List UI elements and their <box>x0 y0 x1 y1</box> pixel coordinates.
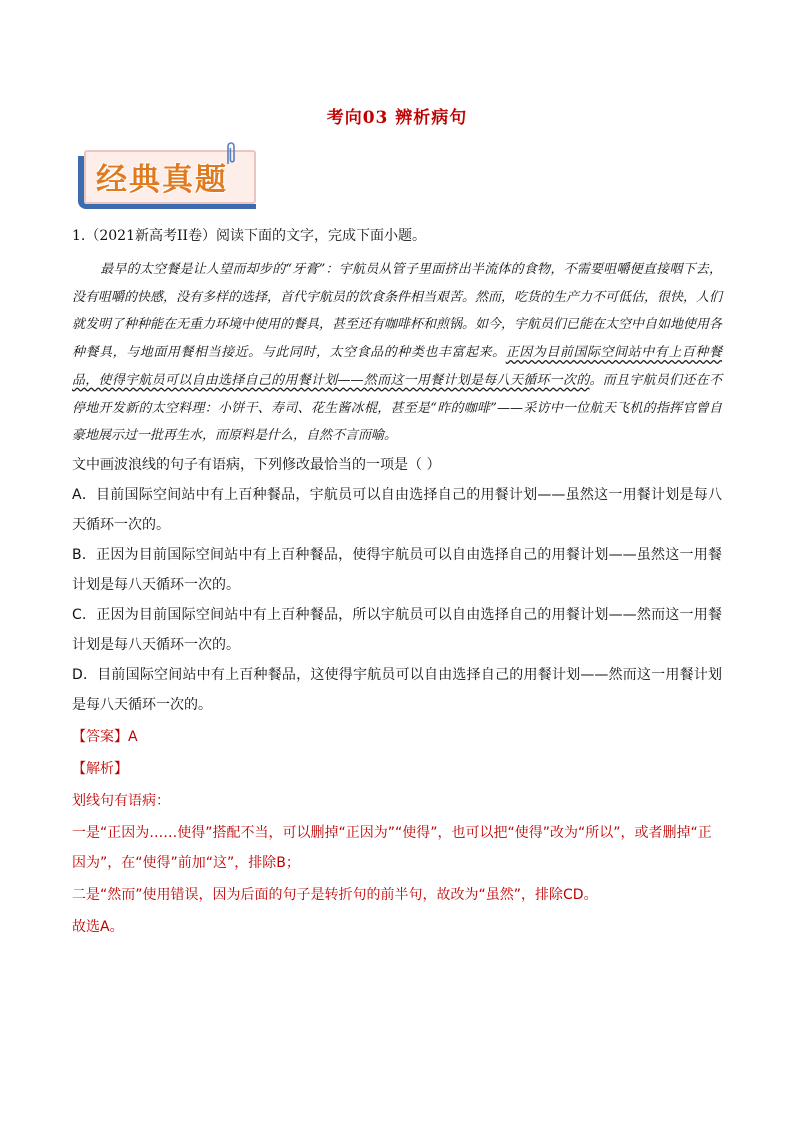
wavy-underlined-sentence: 正因为目前国际空间站中有上百种餐品，使得宇航员可以自由选择自己的用餐计划——然而这一用餐计划是每八天循环一次的 <box>72 345 722 388</box>
option-a: A．目前国际空间站中有上百种餐品，宇航员可以自由选择自己的用餐计划——虽然这一用餐计划是每八天循环一次的。 <box>72 486 722 533</box>
answer-line <box>72 722 722 752</box>
passage-text: 最早的太空餐是让人望而却步的“牙膏”：宇航员从管子里面挤出半流体的食物，不需要咀嚼便直接咽下去，没有咀嚼的快感，没有多样的选择，首代宇航员的饮食条件相当艰苦。然而，吃货的生产力不可低估，很快，人们就发明了种种能在无重力环境中使用的餐具，甚至还有咖啡杯和煎锅。如今，宇航员们已能在太空中自如地使用各种餐具，与地面用餐相当接近。与此同时，太空食品的种类也丰富起来。 <box>72 262 723 361</box>
option-c: C．正因为目前国际空间站中有上百种餐品，所以宇航员可以自由选择自己的用餐计划——然而这一用餐计划是每八天循环一次的。 <box>72 606 722 653</box>
analysis-line: 划线句有语病： <box>72 792 170 809</box>
question-content <box>72 224 722 942</box>
section-banner <box>78 146 256 206</box>
answer-value: A <box>128 728 138 745</box>
option-d: D．目前国际空间站中有上百种餐品，这使得宇航员可以自由选择自己的用餐计划——然而这一用餐计划是每八天循环一次的。 <box>72 666 722 713</box>
analysis-line: 一是“正因为……使得”搭配不当，可以删掉“正因为”“使得”，也可以把“使得”改为“所以”，或者删掉“正因为”，在“使得”前加“这”，排除B； <box>72 824 712 871</box>
answer-label: 【答案】 <box>72 728 128 745</box>
question-prompt: 文中画波浪线的句子有语病，下列修改最恰当的一项是（ ） <box>72 456 441 473</box>
banner-label: 经典真题 <box>96 162 228 198</box>
passage-text-end: 。而且宇航员们还在不停地开发新的太空料理：小饼干、寿司、花生酱冰棍，甚至是“昨的咖啡”——采访中一位航天飞机的指挥官曾自豪地展示过一批再生水，而原料是什么，自然不言而喻。 <box>72 372 722 444</box>
question-header: 1.（2021新高考II卷）阅读下面的文字，完成下面小题。 <box>72 228 427 244</box>
option-b: B．正因为目前国际空间站中有上百种餐品，使得宇航员可以自由选择自己的用餐计划——虽然这一用餐计划是每八天循环一次的。 <box>72 546 722 593</box>
reading-passage <box>72 256 722 450</box>
analysis-label: 【解析】 <box>72 760 128 777</box>
analysis-line: 故选A。 <box>72 918 124 935</box>
analysis-line: 二是“然而”使用错误，因为后面的句子是转折句的前半句，故改为“虽然”，排除CD。 <box>72 886 598 903</box>
page-title: 考向03 辨析病句 <box>326 108 468 128</box>
